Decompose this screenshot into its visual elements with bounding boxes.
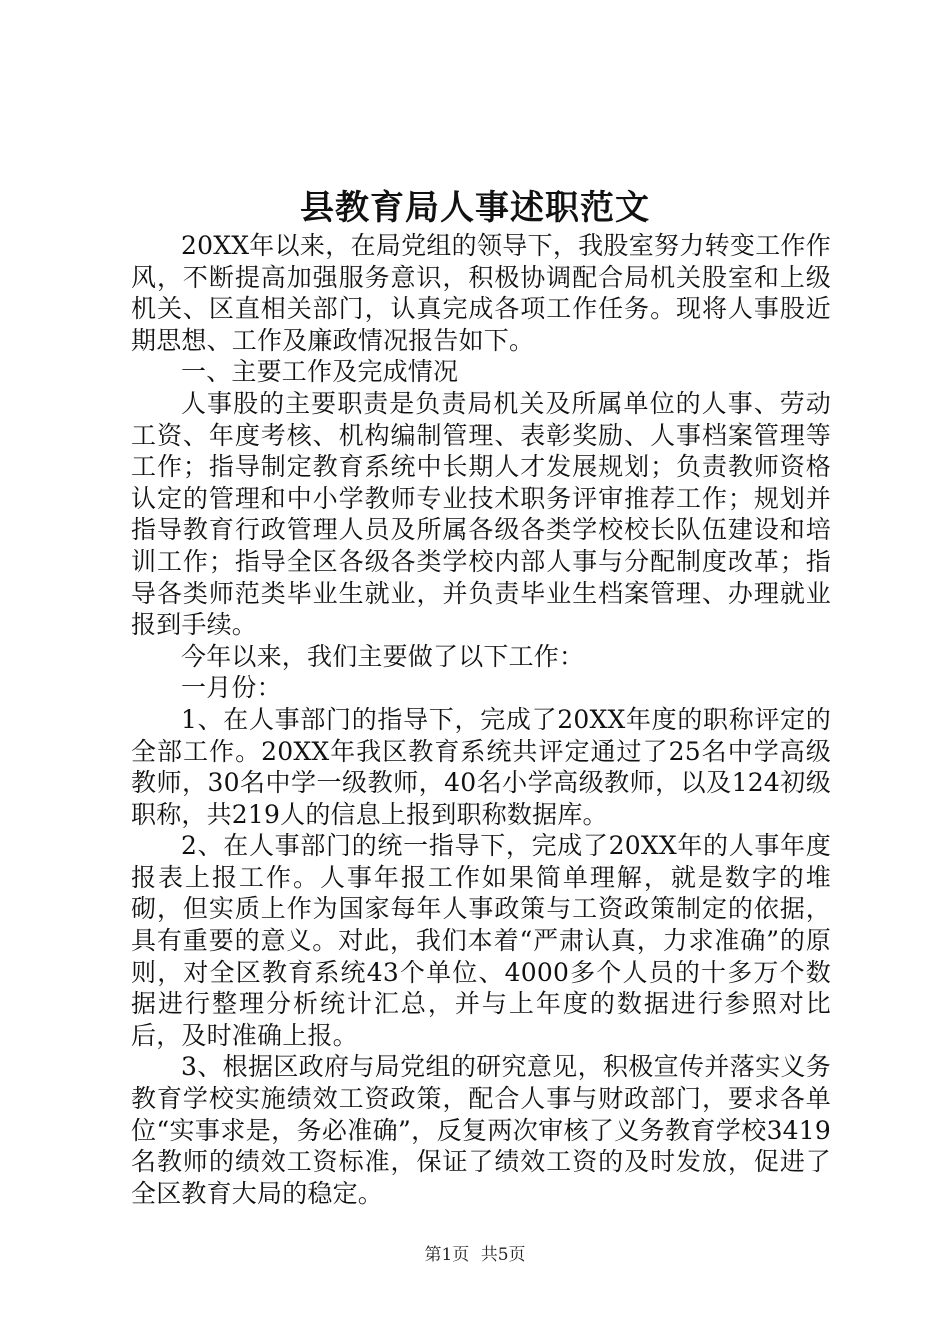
document-body xyxy=(131,230,831,1209)
section-heading: 一、主要工作及完成情况 xyxy=(181,357,459,387)
page-number: 第1页 xyxy=(424,1245,470,1265)
page-footer xyxy=(0,1243,950,1267)
month-heading: 一月份： xyxy=(181,673,282,703)
page-total: 共5页 xyxy=(480,1245,526,1265)
paragraph-duties: 人事股的主要职责是负责局机关及所属单位的人事、劳动工资、年度考核、机构编制管理、表彰奖励、人事档案管理等工作；指导制定教育系统中长期人才发展规划；负责教师资格认定的管理和中小学教师专业技术职务评审推荐工作；规划并指导教育行政管理人员及所属各级各类学校校长队伍建设和培训工作；指导全区各级各类学校内部人事与分配制度改革；指导各类师范类毕业生就业，并负责毕业生档案管理、办理就业报到手续。 xyxy=(131,388,831,640)
paragraph-work-intro: 今年以来，我们主要做了以下工作： xyxy=(181,641,585,671)
paragraph-item-1: 1、在人事部门的指导下，完成了20XX年度的职称评定的全部工作。20XX年我区教育系统共评定通过了25名中学高级教师，30名中学一级教师，40名小学高级教师，以及124初级职称，共219人的信息上报到职称数据库。 xyxy=(131,704,831,829)
paragraph-item-3: 3、根据区政府与局党组的研究意见，积极宣传并落实义务教育学校实施绩效工资政策，配合人事与财政部门，要求各单位“实事求是，务必准确”，反复两次审核了义务教育学校3419名教师的绩效工资标准，保证了绩效工资的及时发放，促进了全区教育大局的稳定。 xyxy=(131,1052,831,1208)
paragraph-intro: 20XX年以来，在局党组的领导下，我股室努力转变工作作风，不断提高加强服务意识，积极协调配合局机关股室和上级机关、区直相关部门，认真完成各项工作任务。现将人事股近期思想、工作及廉政情况报告如下。 xyxy=(131,231,831,355)
paragraph-item-2: 2、在人事部门的统一指导下，完成了20XX年的人事年度报表上报工作。人事年报工作如果简单理解，就是数字的堆砌，但实质上作为国家每年人事政策与工资政策制定的依据，具有重要的意义。对此，我们本着“严肃认真，力求准确”的原则，对全区教育系统43个单位、4000多个人员的十多万个数据进行整理分析统计汇总，并与上年度的数据进行参照对比后，及时准确上报。 xyxy=(131,831,831,1050)
document-title: 县教育局人事述职范文 xyxy=(300,188,650,228)
